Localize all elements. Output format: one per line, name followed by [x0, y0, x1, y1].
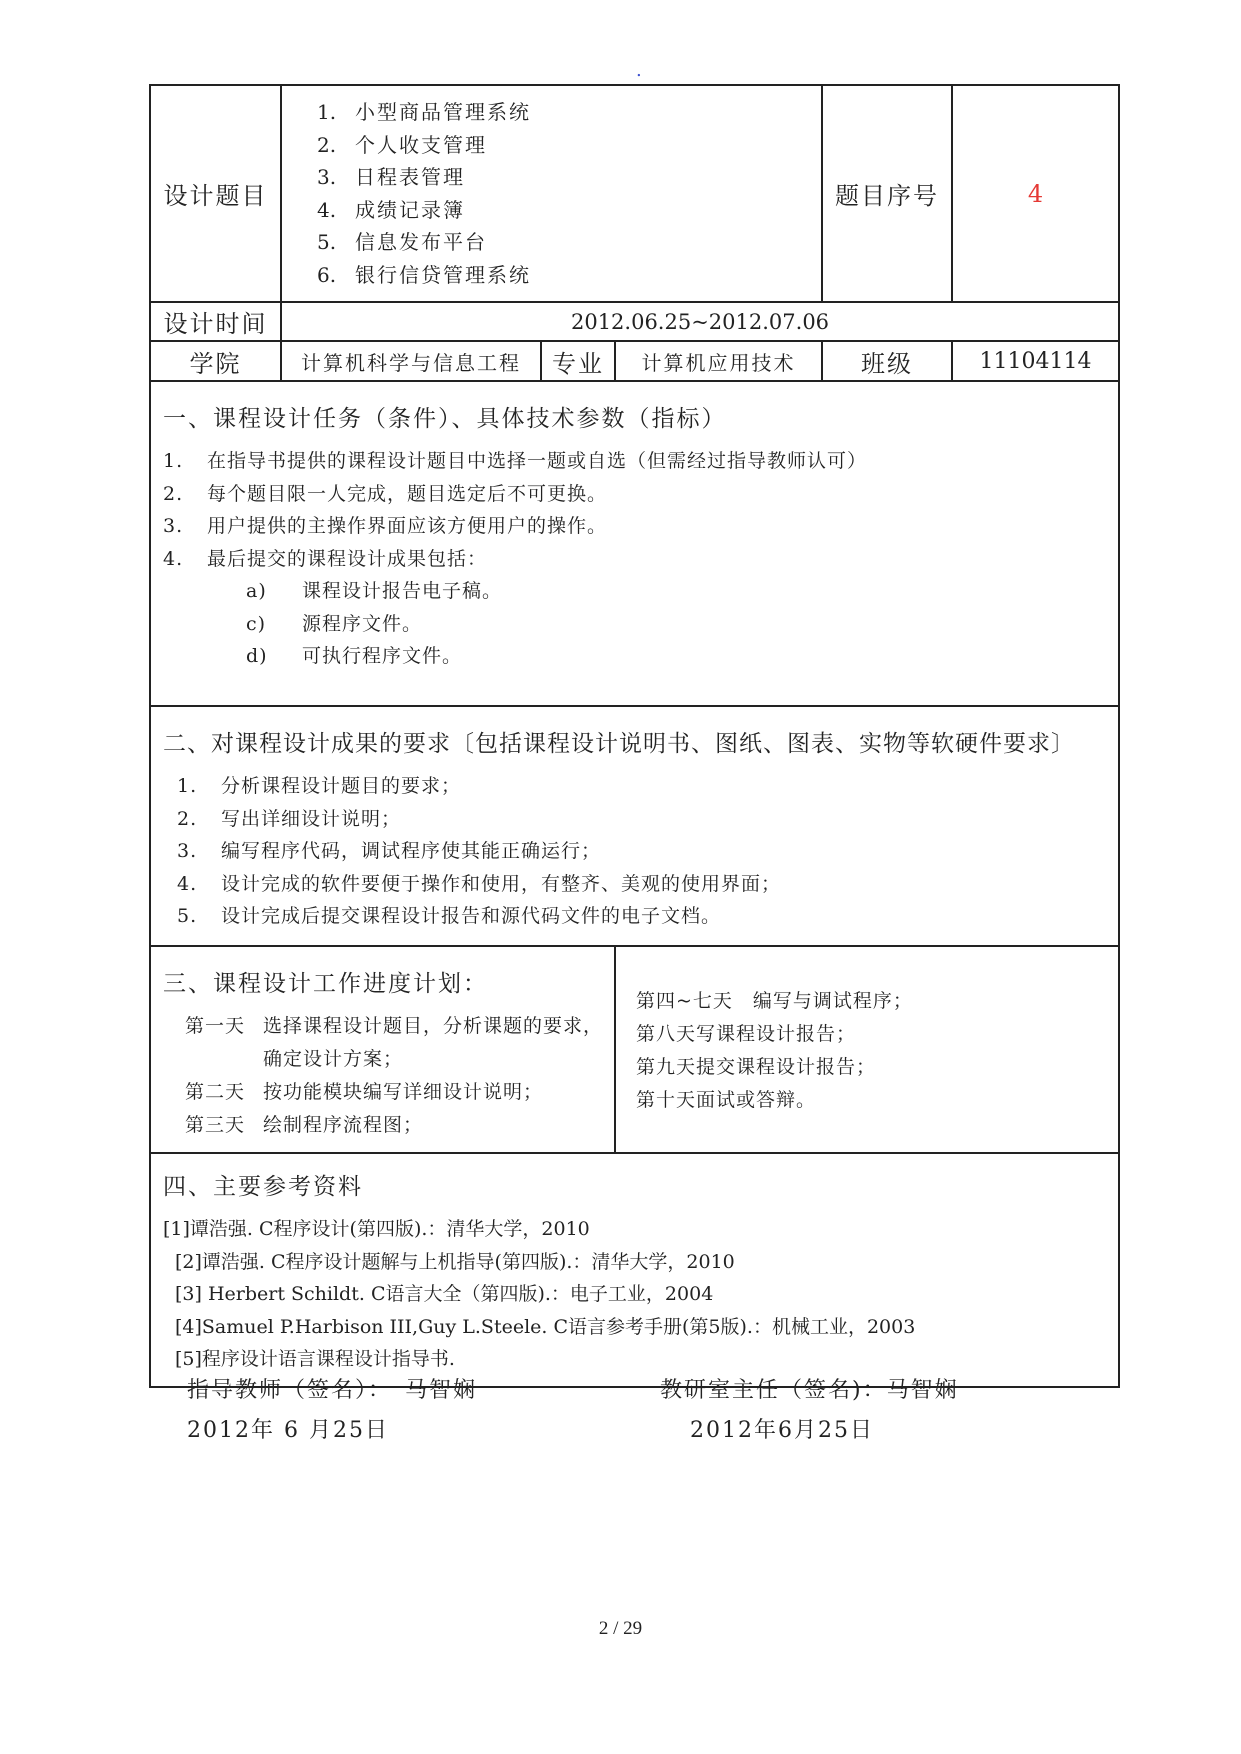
college-label: 学院	[150, 341, 281, 381]
sub-item: c) 源程序文件。	[246, 612, 423, 635]
list-item: 1. 在指导书提供的课程设计题目中选择一题或自选（但需经过指导教师认可）	[163, 450, 868, 472]
section-schedule-left	[150, 946, 615, 1153]
list-item: 1. 分析课程设计题目的要求；	[177, 775, 462, 797]
topic-list-cell	[281, 85, 822, 302]
info-table	[149, 84, 1120, 1388]
topic-item: 4. 成绩记录簿	[317, 197, 465, 222]
requirements-list	[163, 770, 1108, 933]
sub-item: a) 课程设计报告电子稿。	[246, 580, 503, 602]
advisor-signature: 指导教师（签名）： 马智娴	[187, 1378, 478, 1403]
major-label: 专业	[541, 341, 615, 381]
reference-list	[163, 1213, 1108, 1376]
topic-item: 1. 小型商品管理系统	[317, 100, 531, 124]
class-label: 班级	[822, 341, 952, 381]
schedule-item: 第三天 绘制程序流程图；	[185, 1114, 424, 1136]
task-list	[163, 445, 1108, 673]
schedule-item: 第八天写课程设计报告；	[636, 1023, 857, 1045]
schedule-item: 第九天提交课程设计报告；	[636, 1056, 877, 1078]
section-task	[150, 381, 1119, 706]
reference-item: [5]程序设计语言课程设计指导书.	[175, 1348, 455, 1370]
topic-number-value: 4	[952, 85, 1119, 302]
list-item: 4. 设计完成的软件要便于操作和使用，有整齐、美观的使用界面；	[177, 872, 782, 895]
list-item: 3. 编写程序代码，调试程序使其能正确运行；	[177, 840, 602, 862]
topic-number-label: 题目序号	[822, 85, 952, 302]
topic-item: 5. 信息发布平台	[317, 230, 487, 254]
design-topic-label: 设计题目	[150, 85, 281, 302]
reference-item: [2]谭浩强. C程序设计题解与上机指导(第四版).：清华大学，2010	[175, 1250, 735, 1273]
topic-item: 2. 个人收支管理	[317, 132, 487, 157]
topic-list	[282, 86, 821, 301]
design-time-label: 设计时间	[150, 302, 281, 341]
schedule-item: 第四~七天 编写与调试程序；	[636, 990, 913, 1012]
section-schedule-right	[615, 946, 1119, 1153]
schedule-item-continued: 确定设计方案；	[263, 1048, 404, 1070]
schedule-item: 第十天面试或答辩。	[636, 1089, 817, 1111]
section-title: 一、课程设计任务（条件）、具体技术参数（指标）	[163, 406, 727, 432]
list-item: 2. 写出详细设计说明；	[177, 807, 402, 830]
director-date: 2012年6月25日	[690, 1418, 874, 1443]
section-references	[150, 1153, 1119, 1387]
section-requirements	[150, 706, 1119, 946]
college-value: 计算机科学与信息工程	[281, 341, 541, 381]
page-number: 2 / 29	[598, 1618, 643, 1639]
list-item: 2. 每个题目限一人完成，题目选定后不可更换。	[163, 482, 608, 505]
design-time-value: 2012.06.25~2012.07.06	[281, 302, 1119, 341]
schedule-list	[163, 1010, 604, 1142]
reference-item: [1]谭浩强. C程序设计(第四版).：清华大学，2010	[163, 1218, 590, 1240]
list-item: 3. 用户提供的主操作界面应该方便用户的操作。	[163, 515, 608, 537]
list-item: 4. 最后提交的课程设计成果包括：	[163, 547, 488, 570]
section-title: 三、课程设计工作进度计划：	[163, 971, 488, 997]
section-title: 二、对课程设计成果的要求〔包括课程设计说明书、图纸、图表、实物等软硬件要求〕	[163, 731, 1075, 757]
reference-item: [3] Herbert Schildt. C语言大全（第四版).：电子工业，2004	[175, 1283, 714, 1305]
reference-item: [4]Samuel P.Harbison III,Guy L.Steele. C语言参考手册(第5版).：机械工业，2003	[175, 1315, 916, 1338]
course-design-form	[149, 84, 1118, 1388]
topic-item: 6. 银行信贷管理系统	[317, 262, 531, 287]
schedule-item: 第二天 按功能模块编写详细设计说明；	[185, 1081, 544, 1103]
list-item: 5. 设计完成后提交课程设计报告和源代码文件的电子文档。	[177, 905, 722, 927]
section-title: 四、主要参考资料	[163, 1174, 363, 1200]
major-value: 计算机应用技术	[615, 341, 822, 381]
advisor-date: 2012年 6 月25日	[187, 1418, 389, 1443]
schedule-item: 第一天 选择课程设计题目，分析课题的要求，	[185, 1015, 604, 1037]
header-mark: .	[636, 60, 642, 81]
topic-item: 3. 日程表管理	[317, 165, 465, 189]
sub-item: d) 可执行程序文件。	[246, 645, 463, 667]
class-value: 11104114	[952, 341, 1119, 381]
director-signature: 教研室主任（签名)：马智娴	[660, 1378, 959, 1403]
